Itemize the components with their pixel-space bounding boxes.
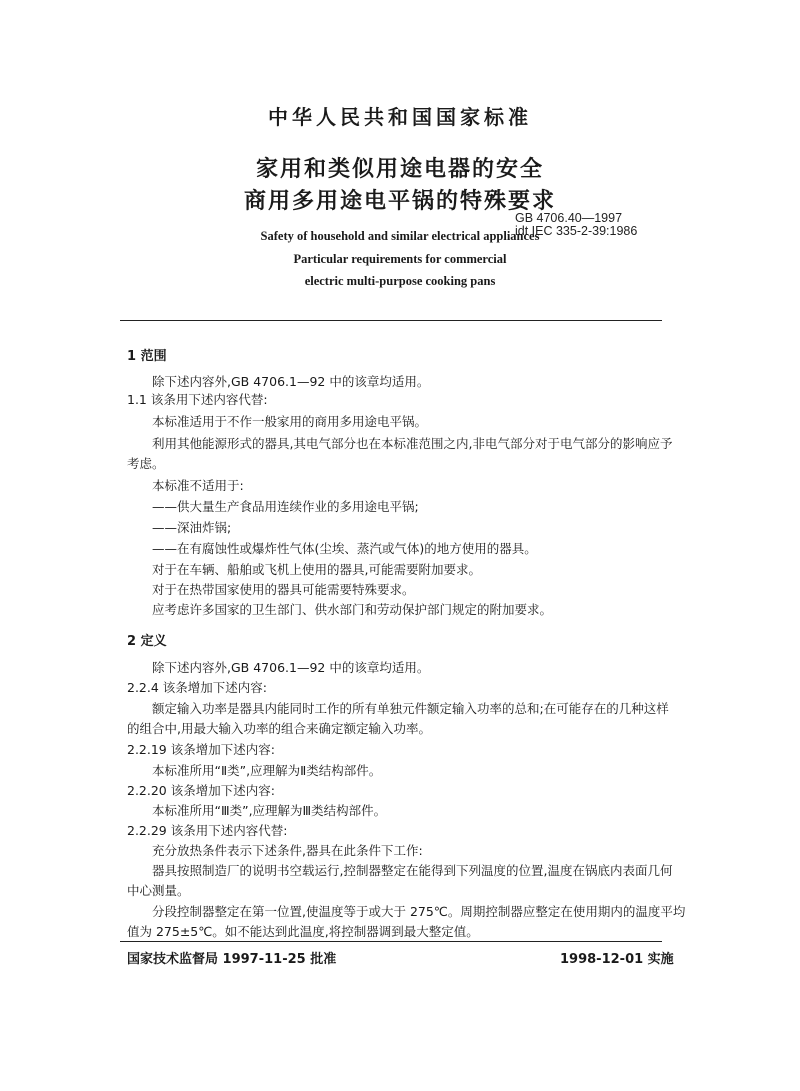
section-1-line: 利用其他能源形式的器具,其电气部分也在本标准范围之内,非电气部分对于电气部分的影响应予 (152, 436, 673, 451)
title-line-1: 家用和类似用途电器的安全 (255, 157, 544, 182)
section-2-line: 器具按照制造厂的说明书空载运行,控制器整定在能得到下列温度的位置,温度在锅底内表面几何 (152, 863, 673, 878)
english-title-line-1: Safety of household and similar electrical appliances (260, 229, 540, 243)
section-2-line: 充分放热条件表示下述条件,器具在此条件下工作: (152, 843, 423, 858)
section-1-line: ——深油炸锅; (152, 520, 232, 535)
clause-2-2-19: 2.2.19 该条增加下述内容: (127, 742, 275, 757)
section-1-line: 除下述内容外,GB 4706.1—92 中的该章均适用。 (152, 374, 430, 389)
clause-2-2-4: 2.2.4 该条增加下述内容: (127, 680, 267, 695)
national-standard-label: 中华人民共和国国家标准 (268, 105, 532, 129)
clause-1-1: 1.1 该条用下述内容代替: (127, 392, 268, 407)
english-title-line-2: Particular requirements for commercial (293, 252, 507, 266)
header-divider (120, 320, 662, 321)
section-1-line: 本标准不适用于: (152, 478, 244, 493)
section-2-line: 的组合中,用最大输入功率的组合来确定额定输入功率。 (127, 721, 431, 736)
section-2-line: 值为 275±5℃。如不能达到此温度,将控制器调到最大整定值。 (127, 924, 479, 939)
section-2-line: 除下述内容外,GB 4706.1—92 中的该章均适用。 (152, 660, 430, 675)
english-title-line-3: electric multi-purpose cooking pans (304, 274, 496, 288)
iec-equivalent: idt IEC 335-2-39:1986 (515, 224, 638, 238)
section-1-line: 应考虑许多国家的卫生部门、供水部门和劳动保护部门规定的附加要求。 (152, 602, 553, 617)
section-2-heading: 2 定义 (127, 634, 167, 649)
clause-2-2-20: 2.2.20 该条增加下述内容: (127, 783, 275, 798)
section-1-line: 对于在车辆、船舶或飞机上使用的器具,可能需要附加要求。 (152, 562, 481, 577)
section-1-line: ——供大量生产食品用连续作业的多用途电平锅; (152, 499, 419, 514)
section-1-line: ——在有腐蚀性或爆炸性气体(尘埃、蒸汽或气体)的地方使用的器具。 (152, 541, 537, 556)
implementation-date: 1998-12-01 实施 (560, 952, 674, 967)
section-1-line: 对于在热带国家使用的器具可能需要特殊要求。 (152, 582, 415, 597)
section-2-line: 本标准所用“Ⅱ类”,应理解为Ⅱ类结构部件。 (152, 763, 382, 778)
section-1-line: 考虑。 (127, 456, 165, 471)
title-line-2: 商用多用途电平锅的特殊要求 (243, 189, 556, 214)
section-2-line: 本标准所用“Ⅲ类”,应理解为Ⅲ类结构部件。 (152, 803, 387, 818)
section-2-line: 中心测量。 (127, 883, 190, 898)
standard-code: GB 4706.40—1997 (515, 211, 623, 225)
section-1-line: 本标准适用于不作一般家用的商用多用途电平锅。 (152, 414, 428, 429)
approval-date: 国家技术监督局 1997-11-25 批准 (127, 952, 337, 967)
clause-2-2-29: 2.2.29 该条用下述内容代替: (127, 823, 288, 838)
section-2-line: 分段控制器整定在第一位置,使温度等于或大于 275℃。周期控制器应整定在使用期内的温度平均 (152, 904, 686, 919)
section-2-line: 额定输入功率是器具内能同时工作的所有单独元件额定输入功率的总和;在可能存在的几种这样 (152, 701, 669, 716)
footer-divider (120, 941, 662, 942)
section-1-heading: 1 范围 (127, 349, 167, 364)
